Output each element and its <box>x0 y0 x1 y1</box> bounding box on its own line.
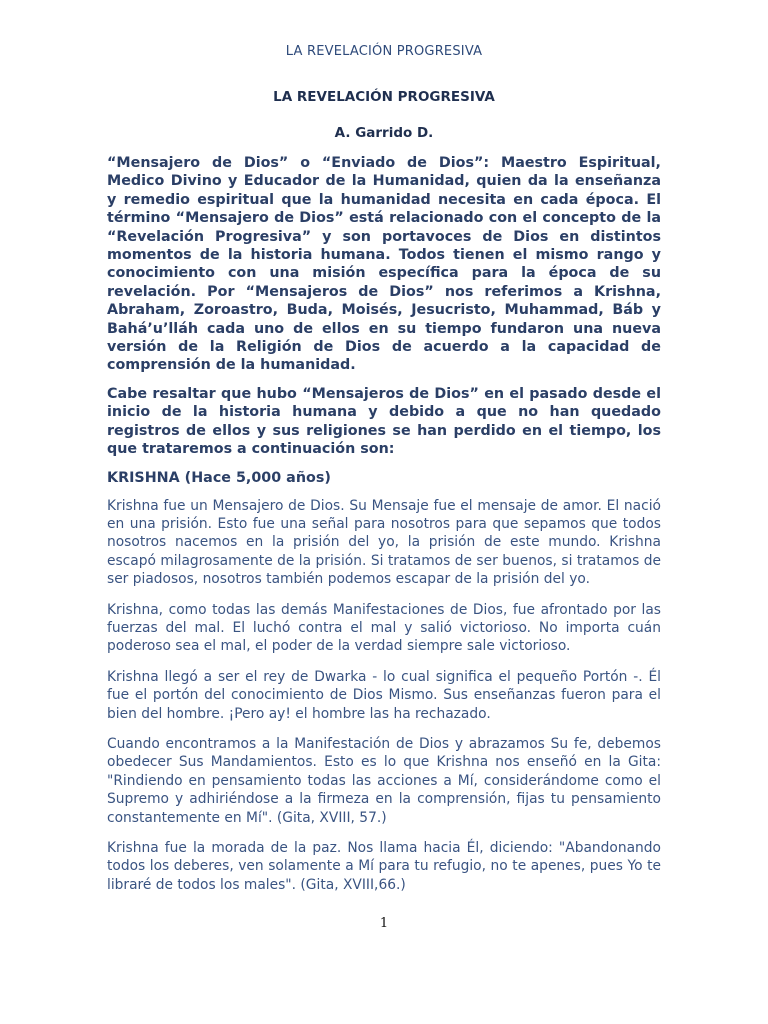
document-title: LA REVELACIÓN PROGRESIVA <box>273 89 495 105</box>
document-body <box>107 88 661 906</box>
page-number: 1 <box>379 916 389 931</box>
running-header: LA REVELACIÓN PROGRESIVA <box>285 44 483 59</box>
body-paragraph: Krishna fue un Mensajero de Dios. Su Mensaje fue el mensaje de amor. El nació en una prisión. Esto fue una señal para nosotros para que sepamos que todos nosotros nacemos en la prisión del yo, la prisión de este mundo. Krishna escapó milagrosamente de la prisión. Si tratamos de ser buenos, si tratamos de ser piadosos, nosotros también podemos escapar de la prisión del yo. <box>107 497 661 588</box>
body-paragraph: Cuando encontramos a la Manifestación de Dios y abrazamos Su fe, debemos obedecer Sus Mandamientos. Esto es lo que Krishna nos enseñó en la Gita: "Rindiendo en pensamiento todas las acciones a Mí, considerándome como el Supremo y adhiriéndose a la firmeza en la comprensión, fijas tu pensamiento constantemente en Mí". (Gita, XVIII, 57.) <box>107 735 661 826</box>
document-author: A. Garrido D. <box>334 125 434 141</box>
section-heading: KRISHNA (Hace 5,000 años) <box>107 469 331 486</box>
body-paragraph: Krishna, como todas las demás Manifestaciones de Dios, fue afrontado por las fuerzas del mal. El luchó contra el mal y salió victorioso. No importa cuán poderoso sea el mal, el poder de la verdad siempre sale victorioso. <box>107 601 661 655</box>
body-paragraph: Krishna llegó a ser el rey de Dwarka - lo cual significa el pequeño Portón -. Él fue el portón del conocimiento de Dios Mismo. Sus enseñanzas fueron para el bien del hombre. ¡Pero ay! el hombre las ha rechazado. <box>107 668 661 722</box>
body-paragraph: Krishna fue la morada de la paz. Nos llama hacia Él, diciendo: "Abandonando todos los deberes, ven solamente a Mí para tu refugio, no te apenes, pues Yo te libraré de todos los males". (Gita, XVIII,66.) <box>107 840 661 893</box>
intro-paragraph: Cabe resaltar que hubo “Mensajeros de Dios” en el pasado desde el inicio de la historia humana y debido a que no han quedado registros de ellos y sus religiones se han perdido en el tiempo, los que trataremos a continuación son: <box>107 385 661 458</box>
intro-paragraph: “Mensajero de Dios” o “Enviado de Dios”: Maestro Espiritual, Medico Divino y Educador de la Humanidad, quien da la enseñanza y remedio espiritual que la humanidad necesita en cada época. El término “Mensajero de Dios” está relacionado con el concepto de la “Revelación Progresiva” y son portavoces de Dios en distintos momentos de la historia humana. Todos tienen el mismo rango y conocimiento con una misión específica para la época de su revelación. Por “Mensajeros de Dios” nos referimos a Krishna, Abraham, Zoroastro, Buda, Moisés, Jesucristo, Muhammad, Báb y Bahá’u’lláh cada uno de ellos en su tiempo fundaron una nueva versión de la Religión de Dios de acuerdo a la capacidad de comprensión de la humanidad. <box>107 155 661 374</box>
